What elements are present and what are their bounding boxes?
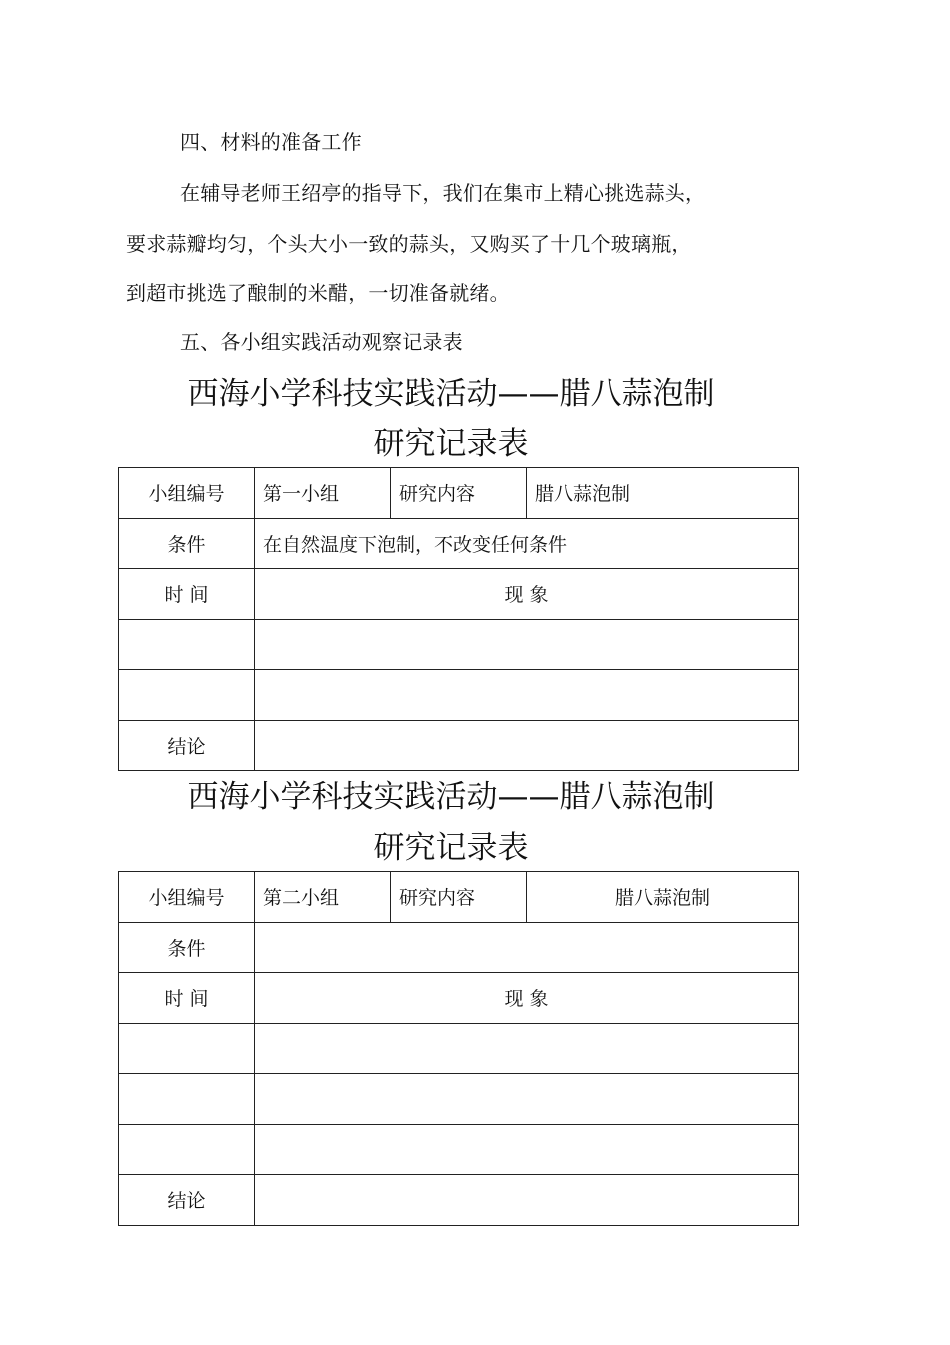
time-entry-cell [119, 619, 255, 670]
table-row [119, 1023, 799, 1074]
table-row [119, 973, 799, 1024]
table2-title-line2: 研究记录表 [373, 830, 529, 866]
conclusion-entry-cell [255, 1175, 799, 1226]
group-value-cell: 第一小组 [255, 468, 391, 519]
table-row [119, 569, 799, 620]
conclusion-label-cell: 结论 [119, 1175, 255, 1226]
conclusion-entry-cell [255, 720, 799, 771]
section4-line-1: 在辅导老师王绍亭的指导下，我们在集市上精心挑选蒜头， [180, 181, 706, 205]
condition-value-cell: 在自然温度下泡制，不改变任何条件 [255, 518, 799, 569]
table1-title-line2: 研究记录表 [373, 426, 529, 462]
record-table-1 [118, 467, 799, 771]
section5-heading: 五、各小组实践活动观察记录表 [180, 330, 463, 354]
time-entry-cell [119, 1074, 255, 1125]
table-row [119, 619, 799, 670]
table-row [119, 1124, 799, 1175]
section4-heading: 四、材料的准备工作 [180, 130, 362, 154]
phenomenon-entry-cell [255, 1074, 799, 1125]
phenomenon-label-cell: 现 象 [255, 569, 799, 620]
time-entry-cell [119, 1124, 255, 1175]
time-label-cell: 时 间 [119, 569, 255, 620]
table-row [119, 518, 799, 569]
table-row [119, 670, 799, 721]
phenomenon-entry-cell [255, 619, 799, 670]
conclusion-label-cell: 结论 [119, 720, 255, 771]
group-label-cell: 小组编号 [119, 872, 255, 923]
section4-line-3: 到超市挑选了酿制的米醋，一切准备就绪。 [126, 281, 510, 305]
group-label-cell: 小组编号 [119, 468, 255, 519]
condition-value-cell [255, 922, 799, 973]
time-label-cell: 时 间 [119, 973, 255, 1024]
table-row [119, 720, 799, 771]
table-row [119, 922, 799, 973]
table-row [119, 872, 799, 923]
content-label-cell: 研究内容 [391, 468, 527, 519]
section4-line-2: 要求蒜瓣均匀，个头大小一致的蒜头，又购买了十几个玻璃瓶， [126, 232, 692, 256]
table-row [119, 1074, 799, 1125]
content-label-cell: 研究内容 [391, 872, 527, 923]
table1-title-line1: 西海小学科技实践活动——腊八蒜泡制 [187, 376, 715, 412]
table2-title-line1: 西海小学科技实践活动——腊八蒜泡制 [187, 779, 715, 815]
table-row [119, 468, 799, 519]
phenomenon-entry-cell [255, 1124, 799, 1175]
table-row [119, 1175, 799, 1226]
group-value-cell: 第二小组 [255, 872, 391, 923]
time-entry-cell [119, 670, 255, 721]
content-value-cell: 腊八蒜泡制 [527, 872, 799, 923]
condition-label-cell: 条件 [119, 518, 255, 569]
time-entry-cell [119, 1023, 255, 1074]
content-value-cell: 腊八蒜泡制 [527, 468, 799, 519]
phenomenon-entry-cell [255, 670, 799, 721]
condition-label-cell: 条件 [119, 922, 255, 973]
phenomenon-entry-cell [255, 1023, 799, 1074]
record-table-2 [118, 871, 799, 1226]
phenomenon-label-cell: 现 象 [255, 973, 799, 1024]
